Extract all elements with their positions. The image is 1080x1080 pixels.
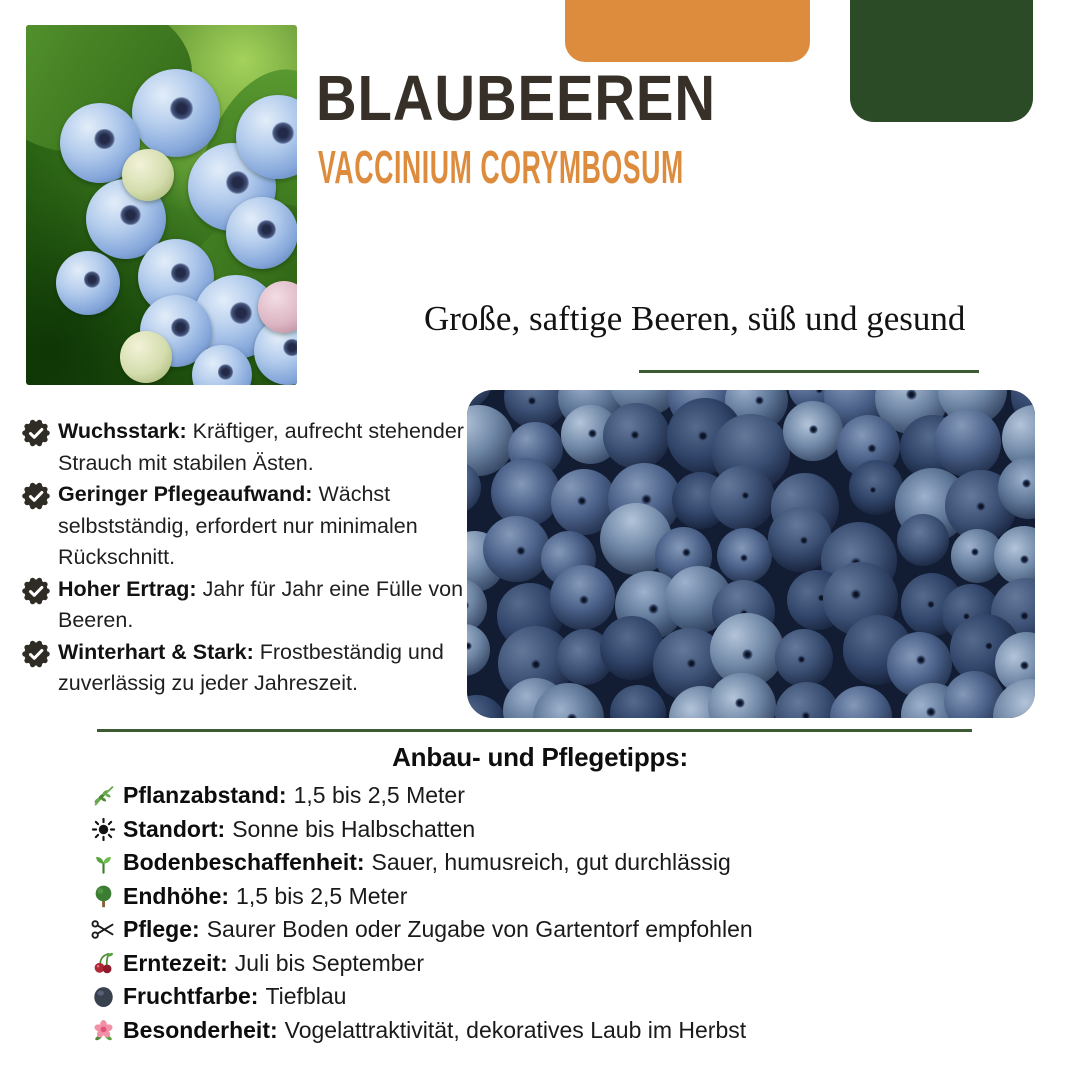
tip-item (90, 846, 753, 880)
tip-label: Bodenbeschaffenheit: (123, 849, 365, 876)
tip-text: Vogelattraktivität, dekoratives Laub im Herbst (284, 1016, 747, 1043)
tip-item (90, 1014, 753, 1048)
tagline: Große, saftige Beeren, süß und gesund (424, 299, 966, 338)
feature-item (22, 479, 474, 574)
feature-item (22, 416, 474, 479)
tip-label: Erntezeit: (123, 949, 228, 976)
tip-item (90, 813, 753, 847)
seedling-icon (90, 849, 117, 876)
tree-icon (90, 883, 117, 910)
tip-text: 1,5 bis 2,5 Meter (236, 882, 408, 909)
tip-item (90, 880, 753, 914)
tip-item (90, 980, 753, 1014)
feature-item (22, 574, 474, 637)
check-badge-icon (22, 640, 50, 668)
green-accent-shape (850, 0, 1033, 122)
tagline-underline (639, 370, 979, 373)
tip-item (90, 913, 753, 947)
scissors-icon (90, 916, 117, 943)
orange-accent-shape (565, 0, 810, 62)
tip-label: Pflege: (123, 916, 200, 943)
tip-label: Pflanzabstand: (123, 782, 287, 809)
feature-text: Frostbeständig und zuverlässig zu jeder Jahreszeit. (58, 639, 444, 695)
sun-icon (90, 816, 117, 843)
blueberry-pile-photo (467, 390, 1035, 718)
tip-label: Fruchtfarbe: (123, 983, 259, 1010)
tip-label: Besonderheit: (123, 1016, 278, 1043)
feature-label: Hoher Ertrag: (58, 576, 197, 601)
tip-text: Saurer Boden oder Zugabe von Gartentorf empfohlen (206, 916, 753, 943)
check-badge-icon (22, 482, 50, 510)
berry-icon (90, 983, 117, 1010)
feature-text: Jahr für Jahr eine Fülle von Beeren. (58, 576, 464, 632)
section-divider (97, 729, 972, 732)
feature-text: Kräftiger, aufrecht stehender Strauch mit stabilen Ästen. (58, 419, 464, 475)
flower-icon (90, 1017, 117, 1044)
feature-label: Wuchsstark: (58, 419, 187, 443)
blueberry-branch-photo (26, 25, 297, 385)
tip-text: Sauer, humusreich, gut durchlässig (371, 849, 731, 876)
tip-label: Endhöhe: (123, 882, 230, 909)
check-badge-icon (22, 419, 50, 447)
tips-list (90, 779, 753, 1047)
tip-text: 1,5 bis 2,5 Meter (293, 782, 465, 809)
tip-text: Tiefblau (265, 983, 347, 1010)
tips-heading: Anbau- und Pflegetipps: (392, 742, 688, 772)
latin-name-subtitle: VACCINIUM CORYMBOSUM (318, 141, 684, 193)
herb-icon (90, 782, 117, 809)
tip-text: Sonne bis Halbschatten (232, 815, 476, 842)
feature-item (22, 637, 474, 700)
feature-text: Wächst selbstständig, erfordert nur minimalen Rückschnitt. (58, 482, 418, 569)
feature-label: Winterhart & Stark: (58, 639, 254, 664)
tip-item (90, 947, 753, 981)
tip-item (90, 779, 753, 813)
feature-label: Geringer Pflegeaufwand: (58, 482, 313, 506)
page-title: BLAUBEEREN (316, 62, 716, 134)
tip-text: Juli bis September (234, 949, 424, 976)
tip-label: Standort: (123, 815, 226, 842)
feature-list (22, 416, 474, 700)
cherries-icon (90, 950, 117, 977)
check-badge-icon (22, 577, 50, 605)
